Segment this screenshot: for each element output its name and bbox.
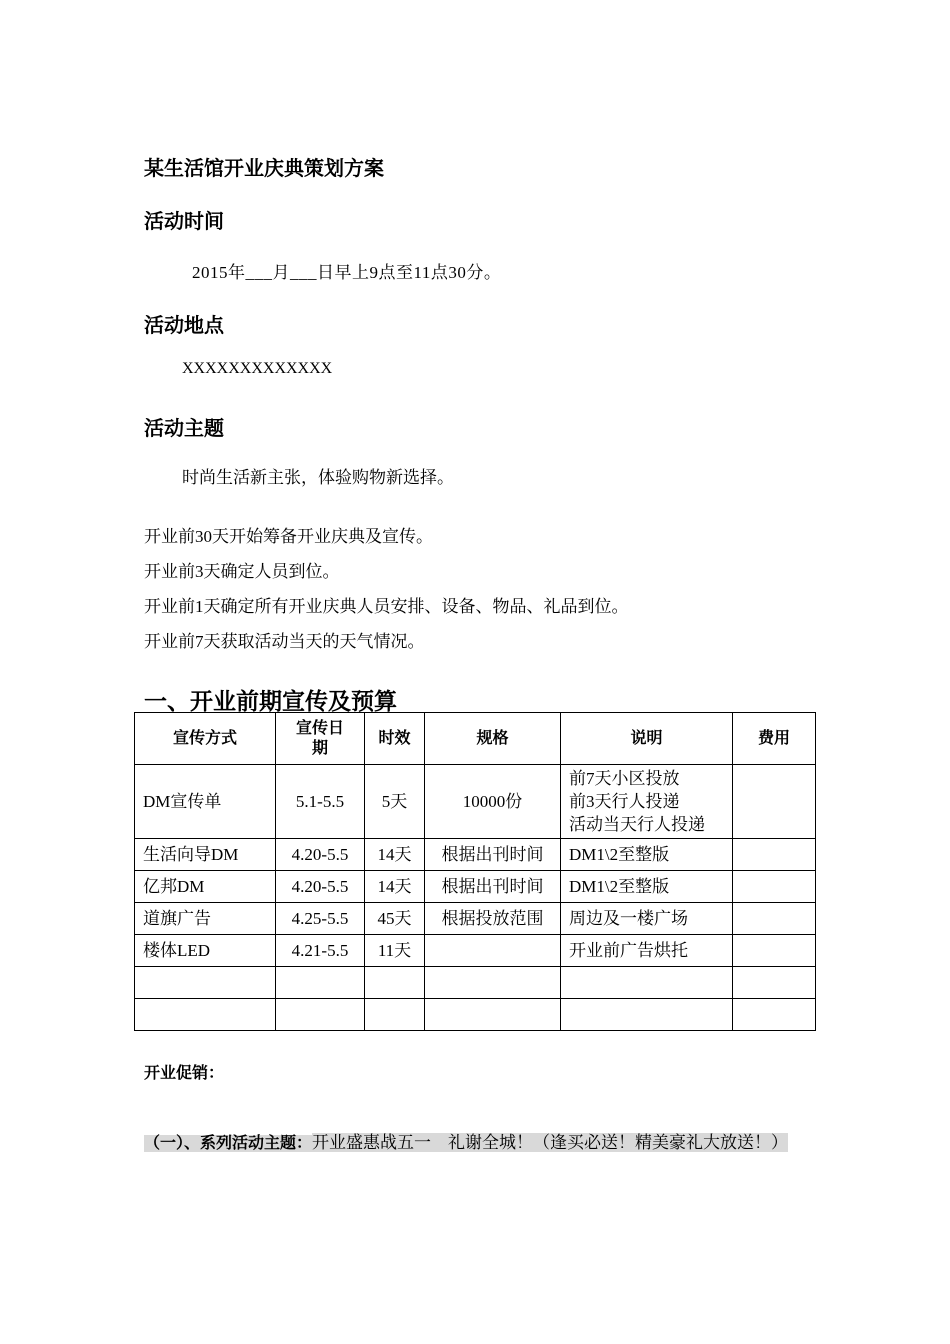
- table-cell-method: [135, 999, 276, 1031]
- note-line: 活动当天行人投递: [569, 815, 705, 834]
- table-cell-spec: 10000份: [425, 765, 561, 839]
- theme-heading: 活动主题: [144, 418, 224, 440]
- column-header: 规格: [425, 713, 561, 765]
- table-cell-note: [561, 765, 733, 839]
- table-cell-duration: [365, 999, 425, 1031]
- promotion-label: 开业促销：: [144, 1065, 225, 1082]
- table-cell-spec: 根据出刊时间: [425, 839, 561, 871]
- column-header: 说明: [561, 713, 733, 765]
- table-cell-cost: [733, 903, 816, 935]
- table-cell-date: 5.1-5.5: [276, 765, 365, 839]
- schedule-line: 开业前30天开始筹备开业庆典及宣传。: [144, 527, 433, 546]
- promotion-theme: [144, 1126, 812, 1161]
- table-cell-duration: 5天: [365, 765, 425, 839]
- table-cell-note: 开业前广告烘托: [561, 935, 733, 967]
- table-row: [135, 765, 816, 839]
- schedule-line: 开业前3天确定人员到位。: [144, 562, 340, 581]
- table-cell-cost: [733, 935, 816, 967]
- table-cell-spec: [425, 999, 561, 1031]
- theme-text: 时尚生活新主张，体验购物新选择。: [182, 468, 454, 487]
- table-cell-cost: [733, 967, 816, 999]
- table-cell-method: [135, 967, 276, 999]
- table-row: [135, 999, 816, 1031]
- table-cell-method: 道旗广告: [135, 903, 276, 935]
- table-cell-note: DM1\2至整版: [561, 871, 733, 903]
- table-cell-duration: 11天: [365, 935, 425, 967]
- table-cell-date: 4.20-5.5: [276, 871, 365, 903]
- table-cell-note: [561, 967, 733, 999]
- place-heading: 活动地点: [144, 315, 224, 337]
- column-header: 宣传日期: [276, 713, 365, 765]
- table-cell-spec: [425, 967, 561, 999]
- schedule-line: 开业前1天确定所有开业庆典人员安排、设备、物品、礼品到位。: [144, 597, 629, 616]
- promotion-theme-label: （一）、系列活动主题：: [144, 1135, 313, 1152]
- table-cell-duration: 45天: [365, 903, 425, 935]
- table-cell-method: 生活向导DM: [135, 839, 276, 871]
- schedule-line: 开业前7天获取活动当天的天气情况。: [144, 632, 425, 651]
- promotion-theme-text: 开业盛惠战五一 礼谢全城！（逢买必送！精美豪礼大放送！）: [312, 1133, 789, 1152]
- note-line: 前3天行人投递: [569, 792, 680, 811]
- table-cell-date: [276, 999, 365, 1031]
- table-cell-method: DM宣传单: [135, 765, 276, 839]
- note-line: 前7天小区投放: [569, 769, 680, 788]
- column-header: 费用: [733, 713, 816, 765]
- time-heading: 活动时间: [144, 211, 224, 233]
- column-header: 时效: [365, 713, 425, 765]
- table-row: [135, 967, 816, 999]
- table-cell-duration: 14天: [365, 839, 425, 871]
- table-cell-cost: [733, 765, 816, 839]
- table-cell-cost: [733, 839, 816, 871]
- table-row: [135, 903, 816, 935]
- table-row: [135, 839, 816, 871]
- table-cell-note: DM1\2至整版: [561, 839, 733, 871]
- table-cell-note: 周边及一楼广场: [561, 903, 733, 935]
- table-cell-cost: [733, 871, 816, 903]
- table-cell-duration: 14天: [365, 871, 425, 903]
- table-cell-note: [561, 999, 733, 1031]
- table-cell-cost: [733, 999, 816, 1031]
- section-heading: 一、开业前期宣传及预算: [144, 688, 397, 714]
- budget-table: [134, 712, 816, 1031]
- document-title: 某生活馆开业庆典策划方案: [144, 158, 384, 180]
- table-cell-spec: [425, 935, 561, 967]
- table-cell-date: 4.25-5.5: [276, 903, 365, 935]
- place-text: XXXXXXXXXXXXX: [182, 360, 333, 377]
- table-header-row: [135, 713, 816, 765]
- table-cell-date: [276, 967, 365, 999]
- table-cell-spec: 根据投放范围: [425, 903, 561, 935]
- table-cell-date: 4.21-5.5: [276, 935, 365, 967]
- column-header: 宣传方式: [135, 713, 276, 765]
- table-cell-method: 楼体LED: [135, 935, 276, 967]
- time-text: 2015年___月___日早上9点至11点30分。: [192, 263, 502, 282]
- table-row: [135, 935, 816, 967]
- table-cell-date: 4.20-5.5: [276, 839, 365, 871]
- table-row: [135, 871, 816, 903]
- table-cell-spec: 根据出刊时间: [425, 871, 561, 903]
- table-cell-duration: [365, 967, 425, 999]
- table-cell-method: 亿邦DM: [135, 871, 276, 903]
